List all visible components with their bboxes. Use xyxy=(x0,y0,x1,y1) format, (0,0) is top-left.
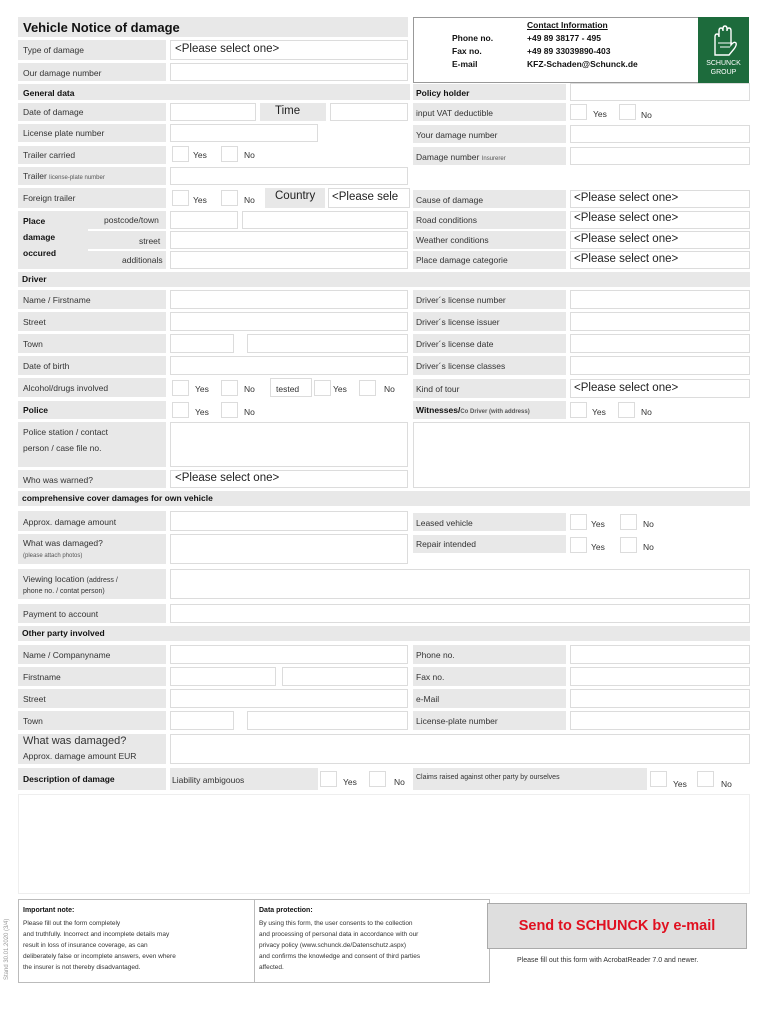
other-firstname-field[interactable] xyxy=(170,667,276,686)
place-category-value: <Please select one> xyxy=(574,253,679,265)
note-line-4: deliberately false or incomplete answers, even where xyxy=(23,953,176,960)
other-fax-label: Fax no. xyxy=(416,672,445,682)
liability-no-label: No xyxy=(394,777,405,787)
foreign-no-checkbox[interactable] xyxy=(221,190,238,206)
vat-yes-checkbox[interactable] xyxy=(570,104,587,120)
other-phone-label: Phone no. xyxy=(416,650,455,660)
repair-yes-checkbox[interactable] xyxy=(570,537,587,553)
comp-heading: comprehensive cover damages for own vehicle xyxy=(22,493,213,503)
note-line-1: Please fill out the form completely xyxy=(23,920,121,927)
driver-name-label: Name / Firstname xyxy=(23,295,91,305)
time-field[interactable] xyxy=(330,103,408,121)
weather-conditions-value: <Please select one> xyxy=(574,233,679,245)
dl-date-field[interactable] xyxy=(570,334,750,353)
foreign-trailer-label: Foreign trailer xyxy=(23,193,76,203)
leased-yes-checkbox[interactable] xyxy=(570,514,587,530)
description-label: Description of damage xyxy=(23,774,115,784)
damage-number-field[interactable] xyxy=(170,63,408,81)
alcohol-yes-label: Yes xyxy=(195,384,209,394)
other-phone-field[interactable] xyxy=(570,645,750,664)
claims-yes-label: Yes xyxy=(673,779,687,789)
place-category-label: Place damage categorie xyxy=(416,255,508,265)
alcohol-no-label: No xyxy=(244,384,255,394)
tested-no-label: No xyxy=(384,384,395,394)
vat-yes-label: Yes xyxy=(593,109,607,119)
warned-label: Who was warned? xyxy=(23,475,93,485)
road-conditions-label: Road conditions xyxy=(416,215,477,225)
vat-no-label: No xyxy=(641,110,652,120)
driver-town-label: Town xyxy=(23,339,43,349)
comp-what-field[interactable] xyxy=(170,534,408,564)
cause-of-damage-label: Cause of damage xyxy=(416,195,484,205)
privacy-line-2: and processing of personal data in accordance with our xyxy=(259,931,419,938)
insurer-number-field[interactable] xyxy=(570,147,750,165)
stand-note: Stand 30.01.2020 (3/4) xyxy=(4,918,10,980)
trailer-plate-field[interactable] xyxy=(170,167,408,185)
police-label: Police xyxy=(23,405,49,415)
other-town-label: Town xyxy=(23,716,43,726)
police-station-label-2: person / case file no. xyxy=(23,443,102,453)
page-title: Vehicle Notice of damage xyxy=(23,20,180,35)
liability-yes-label: Yes xyxy=(343,777,357,787)
general-heading: General data xyxy=(23,88,75,98)
contact-phone-label: Phone no. xyxy=(452,33,494,43)
hand-icon xyxy=(698,17,749,61)
claims-no-checkbox[interactable] xyxy=(697,771,714,787)
privacy-line-3: privacy policy (www.schunck.de/Datenschutz.aspx) xyxy=(259,942,407,949)
vat-label: input VAT deductible xyxy=(416,108,494,118)
other-name-label: Name / Companyname xyxy=(23,650,111,660)
leased-no-checkbox[interactable] xyxy=(620,514,637,530)
other-email-label: e-Mail xyxy=(416,694,440,704)
date-of-damage-label: Date of damage xyxy=(23,107,84,117)
contact-fax: +49 89 33039890-403 xyxy=(527,46,611,56)
trailer-yes-checkbox[interactable] xyxy=(172,146,189,162)
driver-name-field[interactable] xyxy=(170,290,408,309)
dob-label: Date of birth xyxy=(23,361,70,371)
contact-email-label: E-mail xyxy=(452,59,478,69)
description-field[interactable] xyxy=(18,794,750,894)
trailer-carried-label: Trailer carried xyxy=(23,150,76,160)
place-label-2: damage xyxy=(23,232,56,242)
photos-note: (please attach photos) xyxy=(23,553,83,559)
dl-issuer-label: Driver´s license issuer xyxy=(416,317,500,327)
postcode-label: postcode/town xyxy=(104,215,159,225)
witnesses-yes-label: Yes xyxy=(592,407,606,417)
payment-label: Payment to account xyxy=(23,609,99,619)
license-plate-field[interactable] xyxy=(170,124,318,142)
road-conditions-value: <Please select one> xyxy=(574,212,679,224)
liability-no-checkbox[interactable] xyxy=(369,771,386,787)
claims-label: Claims raised against other party by ourselves xyxy=(416,774,560,781)
witnesses-label: Witnesses/Co Driver (with address) xyxy=(416,405,530,415)
type-of-damage-value: <Please select one> xyxy=(175,43,280,55)
note-line-3: result in loss of insurance coverage, as can xyxy=(23,942,148,949)
foreign-yes-checkbox[interactable] xyxy=(172,190,189,206)
leased-yes-label: Yes xyxy=(591,519,605,529)
dl-number-label: Driver´s license number xyxy=(416,295,506,305)
insurer-number-label: Damage number Insurerer xyxy=(416,152,506,162)
privacy-line-5: affected. xyxy=(259,964,284,971)
other-name-field[interactable] xyxy=(170,645,408,664)
driver-street-field[interactable] xyxy=(170,312,408,331)
trailer-plate-label: Trailer license-plate number xyxy=(23,171,105,181)
other-town-field[interactable] xyxy=(247,711,408,730)
payment-field[interactable] xyxy=(170,604,750,623)
trailer-no-checkbox[interactable] xyxy=(221,146,238,162)
police-no-checkbox[interactable] xyxy=(221,402,238,418)
other-fax-field[interactable] xyxy=(570,667,750,686)
note-line-2: and truthfully. Incorrect and incomplete details may xyxy=(23,931,170,938)
type-of-damage-label: Type of damage xyxy=(23,45,84,55)
privacy-line-1: By using this form, the user consents to the collection xyxy=(259,920,413,927)
repair-no-checkbox[interactable] xyxy=(620,537,637,553)
claims-yes-checkbox[interactable] xyxy=(650,771,667,787)
trailer-no-label: No xyxy=(244,150,255,160)
comp-what-label: What was damaged? xyxy=(23,538,103,548)
comp-amount-field[interactable] xyxy=(170,511,408,531)
trailer-yes-label: Yes xyxy=(193,150,207,160)
general-heading-bg xyxy=(18,84,410,100)
country-label: Country xyxy=(275,190,316,202)
kind-of-tour-value: <Please select one> xyxy=(574,382,679,394)
other-what-label: What was damaged? xyxy=(23,735,127,747)
send-email-button[interactable]: Send to SCHUNCK by e-mail xyxy=(487,903,747,949)
driver-postcode-field[interactable] xyxy=(170,334,234,353)
liability-yes-checkbox[interactable] xyxy=(320,771,337,787)
other-firstname-field-2[interactable] xyxy=(282,667,408,686)
footer-divider xyxy=(254,899,255,983)
license-plate-label: License plate number xyxy=(23,128,105,138)
comp-amount-label: Approx. damage amount xyxy=(23,517,117,527)
damage-number-label: Our damage number xyxy=(23,68,102,78)
additionals-field[interactable] xyxy=(170,251,408,269)
dl-classes-field[interactable] xyxy=(570,356,750,375)
alcohol-label: Alcohol/drugs involved xyxy=(23,383,109,393)
your-damage-number-label: Your damage number xyxy=(416,130,498,140)
country-select[interactable]: <Please sele xyxy=(328,188,410,208)
weather-conditions-label: Weather conditions xyxy=(416,235,489,245)
driver-heading: Driver xyxy=(22,274,47,284)
additionals-label: additionals xyxy=(122,255,163,265)
acrobat-note: Please fill out this form with AcrobatReader 7.0 and newer. xyxy=(517,957,699,964)
other-plate-field[interactable] xyxy=(570,711,750,730)
police-yes-checkbox[interactable] xyxy=(172,402,189,418)
foreign-no-label: No xyxy=(244,195,255,205)
town-field[interactable] xyxy=(242,211,408,229)
other-firstname-label: Firstname xyxy=(23,672,61,682)
dl-classes-label: Driver´s license classes xyxy=(416,361,506,371)
note-line-5: the insurer is not thereby disadvantaged. xyxy=(23,964,141,971)
tested-no-checkbox[interactable] xyxy=(359,380,376,396)
other-amount-label: Approx. damage amount EUR xyxy=(23,751,137,761)
contact-phone: +49 89 38177 - 495 xyxy=(527,33,601,43)
police-no-label: No xyxy=(244,407,255,417)
place-label-3: occured xyxy=(23,248,57,258)
dl-number-field[interactable] xyxy=(570,290,750,309)
other-street-field[interactable] xyxy=(170,689,408,708)
logo-text-bottom: GROUP xyxy=(710,69,737,76)
leased-label: Leased vehicle xyxy=(416,518,473,528)
witnesses-no-label: No xyxy=(641,407,652,417)
place-street-label: street xyxy=(139,236,161,246)
police-station-field[interactable] xyxy=(170,422,408,467)
repair-label: Repair intended xyxy=(416,539,477,549)
your-damage-number-field[interactable] xyxy=(570,125,750,143)
viewing-field[interactable] xyxy=(170,569,750,599)
alcohol-yes-checkbox[interactable] xyxy=(172,380,189,396)
leased-no-label: No xyxy=(643,519,654,529)
privacy-heading: Data protection: xyxy=(259,907,313,914)
viewing-label-2: phone no. / contat person) xyxy=(23,588,105,595)
police-station-label-1: Police station / contact xyxy=(23,427,109,437)
foreign-yes-label: Yes xyxy=(193,195,207,205)
cause-of-damage-value: <Please select one> xyxy=(574,192,679,204)
other-plate-label: License-plate number xyxy=(416,716,498,726)
dl-issuer-field[interactable] xyxy=(570,312,750,331)
comp-heading-bar xyxy=(18,491,750,506)
logo-text-top: SCHUNCK xyxy=(706,60,741,67)
kind-of-tour-label: Kind of tour xyxy=(416,384,460,394)
tested-label: tested xyxy=(276,384,300,394)
place-street-field[interactable] xyxy=(170,231,408,249)
policy-holder-field[interactable] xyxy=(570,83,750,101)
policy-heading: Policy holder xyxy=(416,88,470,98)
other-street-label: Street xyxy=(23,694,46,704)
claims-no-label: No xyxy=(721,779,732,789)
warned-value: <Please select one> xyxy=(175,472,280,484)
other-email-field[interactable] xyxy=(570,689,750,708)
viewing-label: Viewing location (address / xyxy=(23,574,118,584)
driver-street-label: Street xyxy=(23,317,46,327)
contact-fax-label: Fax no. xyxy=(452,46,482,56)
tested-yes-checkbox[interactable] xyxy=(314,380,331,396)
driver-town-field[interactable] xyxy=(247,334,408,353)
repair-no-label: No xyxy=(643,542,654,552)
schunck-logo xyxy=(698,17,749,83)
alcohol-no-checkbox[interactable] xyxy=(221,380,238,396)
witnesses-field[interactable] xyxy=(413,422,750,488)
other-postcode-field[interactable] xyxy=(170,711,234,730)
dl-date-label: Driver´s license date xyxy=(416,339,494,349)
important-note-heading: Important note: xyxy=(23,907,75,914)
date-of-damage-field[interactable] xyxy=(170,103,256,121)
liability-label: Liability ambigouos xyxy=(172,775,245,785)
vat-no-checkbox[interactable] xyxy=(619,104,636,120)
repair-yes-label: Yes xyxy=(591,542,605,552)
witnesses-no-checkbox[interactable] xyxy=(618,402,635,418)
contact-email: KFZ-Schaden@Schunck.de xyxy=(527,59,638,69)
tested-yes-label: Yes xyxy=(333,384,347,394)
postcode-field[interactable] xyxy=(170,211,238,229)
time-label: Time xyxy=(275,105,301,117)
place-label-1: Place xyxy=(23,216,46,226)
contact-heading: Contact Information xyxy=(527,20,608,30)
privacy-line-4: and confirms the knowledge and consent of third parties xyxy=(259,953,421,960)
witnesses-yes-checkbox[interactable] xyxy=(570,402,587,418)
dob-field[interactable] xyxy=(170,356,408,375)
police-yes-label: Yes xyxy=(195,407,209,417)
other-what-field[interactable] xyxy=(170,734,750,764)
other-heading-bar xyxy=(18,626,750,641)
driver-heading-bar xyxy=(18,272,750,287)
other-heading: Other party involved xyxy=(22,628,105,638)
